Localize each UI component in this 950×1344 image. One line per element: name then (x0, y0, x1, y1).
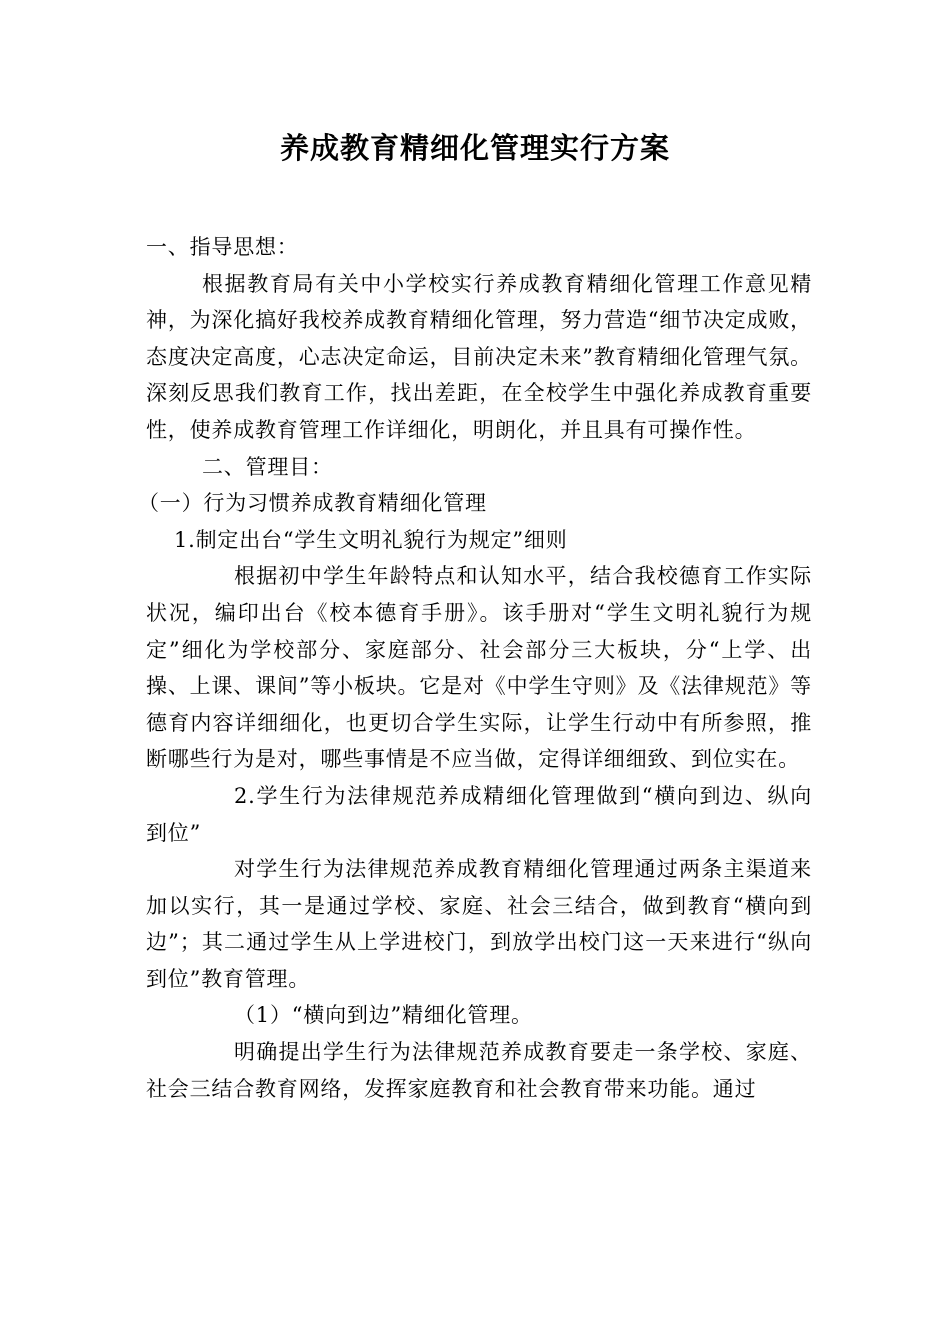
paragraph-guiding-thought: 根据教育局有关中小学校实行养成教育精细化管理工作意见精神，为深化搞好我校养成教育精细化管理，努力营造“细节决定成败，态度决定高度，心志决定命运，目前决定未来”教育精细化管理气氛。深刻反思我们教育工作，找出差距，在全校学生中强化养成教育重要性，使养成教育管理工作详细化，明朗化，并且具有可操作性。 (146, 271, 812, 442)
subsection-heading-behavior-habits: （一）行为习惯养成教育精细化管理 (138, 491, 487, 516)
section-heading-guiding-thought: 一、指导思想： (146, 235, 299, 259)
paragraph-handbook: 根据初中学生年龄特点和认知水平，结合我校德育工作实际状况，编印出台《校本德育手册》。该手册对“学生文明礼貌行为规定”细化为学校部分、家庭部分、社会部分三大板块，分“上学、出操、上课、课间”等小板块。它是对《中学生守则》及《法律规范》等德育内容详细细化，也更切合学生实际，让学生行动中有所参照，推断哪些行为是对，哪些事情是不应当做，定得详细细致、到位实在。 (146, 564, 812, 772)
paragraph-three-combination: 明确提出学生行为法律规范养成教育要走一条学校、家庭、社会三结合教育网络，发挥家庭教育和社会教育带来功能。通过 (146, 1040, 812, 1101)
item-heading-1: 1.制定出台“学生文明礼貌行为规定”细则 (174, 527, 568, 552)
item-heading-2: 2.学生行为法律规范养成精细化管理做到“横向到边、纵向到位” (146, 783, 812, 845)
document-body (138, 229, 812, 1107)
paragraph-two-channels: 对学生行为法律规范养成教育精细化管理通过两条主渠道来加以实行，其一是通过学校、家庭、社会三结合，做到教育“横向到边”；其二通过学生从上学进校门，到放学出校门这一天来进行“纵向到位”教育管理。 (146, 857, 812, 991)
section-heading-management-goals: 二、管理目： (202, 454, 333, 479)
item-heading-horizontal: （1）“横向到边”精细化管理。 (234, 1003, 533, 1028)
document-title: 养成教育精细化管理实行方案 (279, 131, 670, 165)
